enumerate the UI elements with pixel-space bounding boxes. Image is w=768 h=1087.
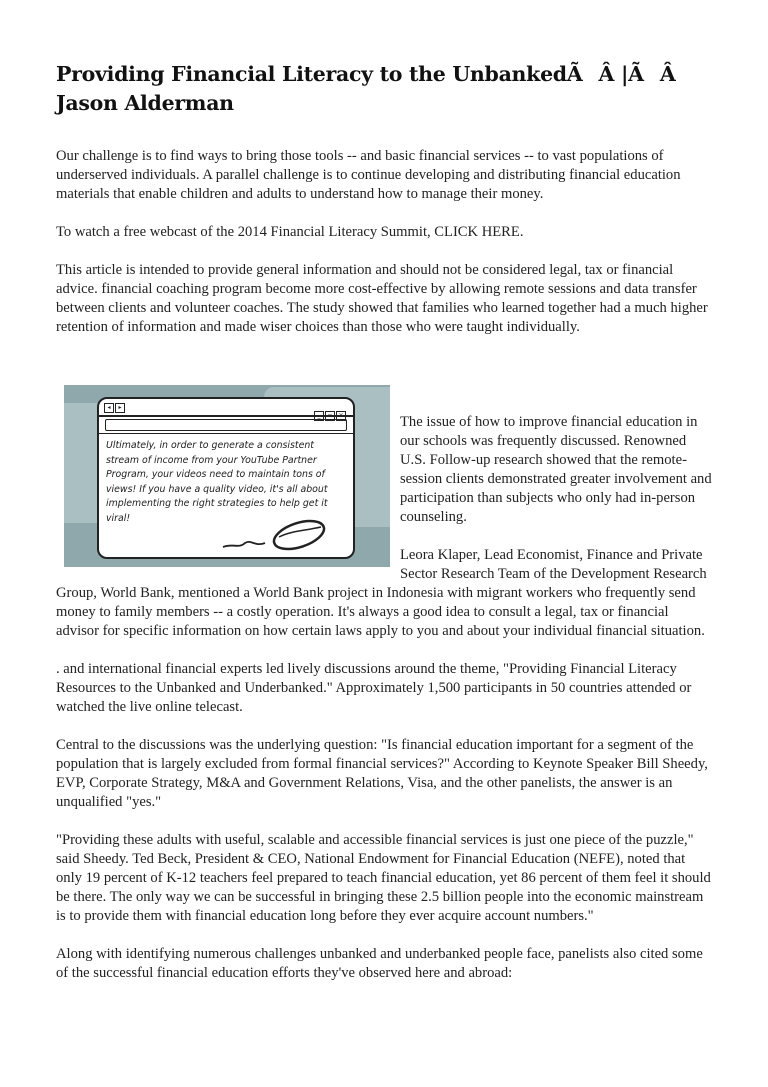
paragraph: "Providing these adults with useful, scalable and accessible financial services is just one piece of the puzzle," said Sheedy. Ted Beck, President & CEO, National Endowment for Financial Education (NEFE), noted that only 19 percent of K-12 teachers feel prepared to teach financial education, yet 86 percent of them feel it should be there. The only way we can be successful in bringing these 2.5 billion people into the economic mainstream is to provide them with financial education long before they ever acquire account numbers." [56,832,711,924]
paragraph: The issue of how to improve financial education in our schools was frequently discussed. Renowned U.S. Follow-up research showed that the remote-session clients demonstrated greater involvement and participation than subjects who only had in-person counseling. [400,414,712,525]
paragraph: Central to the discussions was the underlying question: "Is financial education important for a segment of the population that is largely excluded from formal financial services?" According to Keynote Speaker Bill Sheedy, EVP, Corporate Strategy, M&A and Government Relations, Visa, and the other panelists, the answer is an unqualified "yes." [56,737,708,810]
paragraph: Our challenge is to find ways to bring those tools -- and basic financial services -- to vast populations of underserved individuals. A parallel challenge is to continue developing and distributing financial education materials that enable children and adults to understand how to manage their money. [56,148,681,202]
window-controls-icon: _ ▫ × [314,402,347,421]
paragraph: . and international financial experts led lively discussions around the theme, "Providing Financial Literacy Resources to the Unbanked and Underbanked." Approximately 1,500 participants in 50 countries attended or watched the live online telecast. [56,661,692,715]
article-title: Providing Financial Literacy to the UnbankedÃÂ |ÃÂ Jason Alderman [56,62,676,115]
paragraph: Along with identifying numerous challenges unbanked and underbanked people face, panelists also cited some of the successful financial education efforts they've observed here and abroad: [56,946,703,981]
article [56,60,714,1002]
paragraph: This article is intended to provide general information and should not be considered legal, tax or financial advice. financial coaching program become more cost-effective by allowing remote sessions and data transfer between clients and volunteer coaches. The study showed that families who learned together had a much higher retention of information and made wiser choices than those who were taught individually. [56,262,708,335]
nav-arrows-icon: ◂ ▸ [104,402,126,413]
paragraph: Leora Klaper, Lead Economist, Finance and Private Sector Research Team of the Development Research Group, World Bank, mentioned a World Bank project in Indonesia with migrant workers who frequently send money to family members -- a costly operation. It's always a good idea to consult a legal, tax or financial advisor for specific information on how certain laws apply to you and about your individual financial situation. [56,547,707,639]
browser-window-illustration [97,397,355,559]
address-bar-illustration [105,419,347,431]
mouse-icon [221,517,331,551]
image-message: Ultimately, in order to generate a consistent stream of income from your YouTube Partner Program, your videos need to maintain tons of views! If you have a quality video, it's all about implementing the right strategies to help get it viral! [106,440,328,524]
article-image-container [56,356,400,577]
paragraph-webcast: To watch a free webcast of the 2014 Financial Literacy Summit, CLICK HERE. [56,224,524,240]
article-image [64,385,390,567]
